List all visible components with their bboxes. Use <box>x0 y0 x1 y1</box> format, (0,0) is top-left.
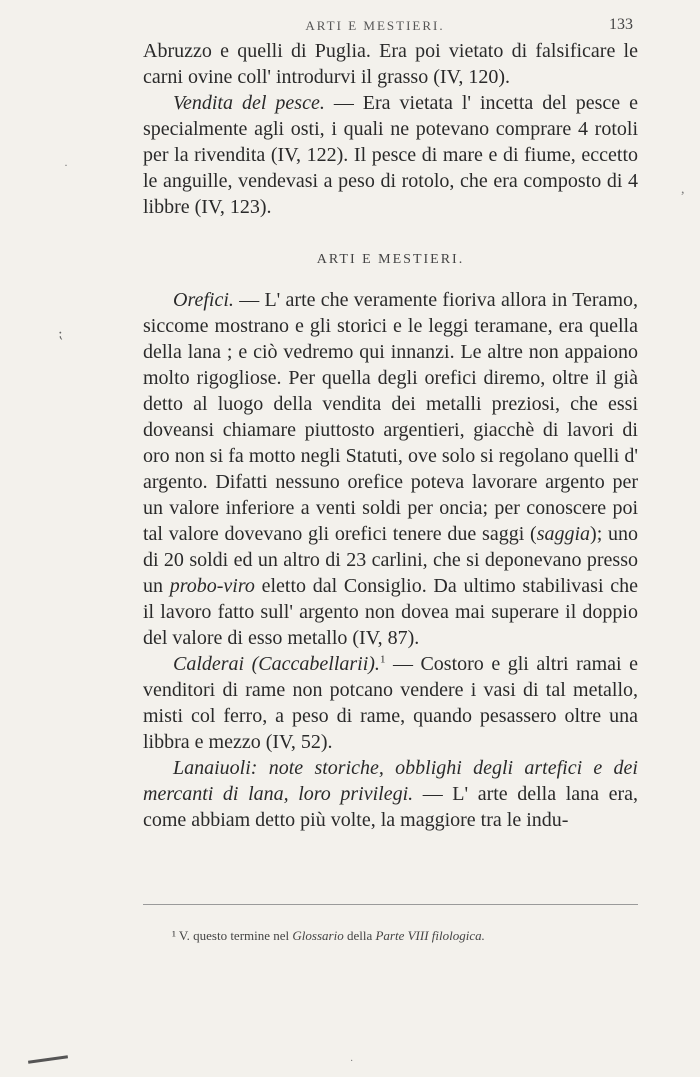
paragraph-orefici-text-c: eletto dal Consiglio. Da ultimo stabilivasi che il lavoro fatto sull' argento non dovea mai superare il doppio del valore di esso metallo (IV, 87). <box>143 575 638 649</box>
paragraph-orefici-text-b: ); uno di 20 soldi ed un altro di 23 carlini, che si deponevano presso un <box>143 523 639 597</box>
paragraph-vendita-pesce-text: — Era vietata l' incetta del pesce e specialmente agli osti, i quali ne potevano comprare 4 rotoli per la rivendita (IV, 122). Il pesce di mare e di fiume, eccetto le anguille, vendevasi a peso di rotolo, che era composto di 4 libbre (IV, 123). <box>143 92 638 218</box>
running-head <box>143 14 643 38</box>
text-block-top <box>143 38 638 220</box>
paragraph-calderai <box>143 651 638 755</box>
footnote-parte: Parte VIII filologica. <box>375 928 485 943</box>
paragraph-lanaiuoli <box>143 755 638 833</box>
paragraph-lanaiuoli-text: — L' arte della lana era, come abbiam detto più volte, la maggiore tra le indu- <box>143 783 638 831</box>
scan-speck: · <box>64 158 68 172</box>
term-probo-viro: probo-viro <box>169 575 255 597</box>
scan-smudge <box>28 1055 68 1064</box>
scan-speck: ⁏ <box>58 327 63 342</box>
paragraph-calderai-text: — Costoro e gli altri ramai e venditori di rame non potcano vendere i vasi di tal metallo, misti col ferro, a peso di rame, quando pesassero oltre una libbra e mezzo (IV, 52). <box>143 653 638 753</box>
paragraph-orefici <box>143 287 638 651</box>
page-number: 133 <box>609 16 633 33</box>
heading-lanaiuoli: Lanaiuoli: note storiche, obblighi degli artefici e dei mercanti di lana, loro privilegi. <box>143 757 638 805</box>
term-saggia: saggia <box>536 523 591 545</box>
paragraph-orefici-text-a: — L' arte che veramente fioriva allora in Teramo, siccome mostrano e gli storici e le leggi teramane, era quella della lana ; e ciò vedremo qui innanzi. Le altre non appaiono molto rigogliose. Per quella degli orefici diremo, oltre il già detto al luogo della vendita dei metalli preziosi, che essi doveansi chiamare piuttosto argentieri, giacchè di lavori di oro non si fa motto negli Statuti, ove solo si regolano quelli d' argento. Difatti nessuno orefice poteva lavorare argento per un valore inferiore a venti soldi per oncia; per conoscere poi tal valore dovevano gli orefici tenere due saggi ( <box>143 289 638 545</box>
footnote-text-b: della <box>343 928 376 943</box>
section-heading-arti-mestieri: ARTI E MESTIERI. <box>316 252 465 267</box>
footnote-text-a: V. questo termine nel <box>175 928 293 943</box>
footnote-rule <box>143 904 638 905</box>
footnote-glossario: Glossario <box>292 928 344 943</box>
heading-vendita-pesce: Vendita del pesce. <box>173 92 325 114</box>
paragraph-vendita-pesce <box>143 90 638 220</box>
paragraph-abruzzo <box>143 38 638 90</box>
heading-orefici: Orefici. <box>173 289 234 311</box>
paragraph-abruzzo-text: Abruzzo e quelli di Puglia. Era poi vietato di falsificare le carni ovine coll' introdurvi il grasso (IV, 120). <box>143 40 638 88</box>
footnote <box>172 928 642 944</box>
heading-calderai: Calderai (Caccabellarii). <box>173 653 380 675</box>
text-block-arti <box>143 287 638 833</box>
scan-speck: · <box>350 1056 354 1067</box>
scan-speck: , <box>681 182 685 197</box>
footnote-marker: 1 <box>379 653 386 666</box>
running-head-title: ARTI E MESTIERI. <box>305 18 445 33</box>
footnote-number: ¹ <box>172 928 176 943</box>
